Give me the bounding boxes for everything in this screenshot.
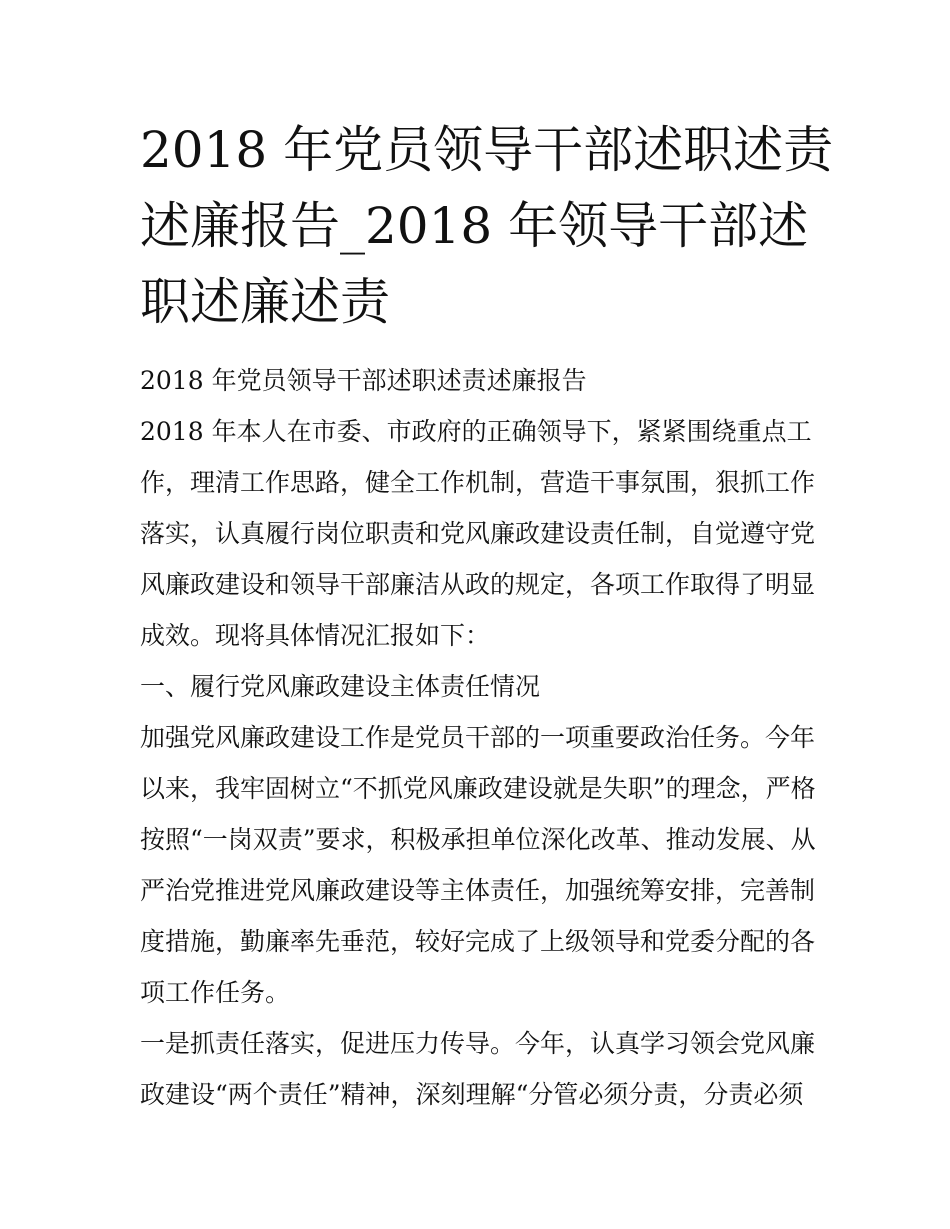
document-body [140,355,820,1120]
paragraph-line: 落实，认真履行岗位职责和党风廉政建设责任制，自觉遵守党 [140,519,816,548]
paragraph-line: 作，理清工作思路，健全工作机制，营造干事氛围，狠抓工作 [140,468,816,497]
title-line: 述廉报告_2018 年领导干部述 [140,197,809,255]
paragraph-line: 严治党推进党风廉政建设等主体责任，加强统筹安排，完善制 [140,876,816,905]
section-heading: 一、履行党风廉政建设主体责任情况 [140,672,541,701]
title-line: 职述廉述责 [140,273,390,331]
paragraph-line: 一是抓责任落实，促进压力传导。今年，认真学习领会党风廉 [140,1029,816,1058]
title-line: 2018 年党员领导干部述职述责 [140,121,834,179]
paragraph-line: 成效。现将具体情况汇报如下： [140,621,491,650]
paragraph-line: 风廉政建设和领导干部廉洁从政的规定，各项工作取得了明显 [140,570,816,599]
paragraph-line: 以来，我牢固树立“不抓党风廉政建设就是失职”的理念，严格 [140,774,816,803]
paragraph-line: 项工作任务。 [140,978,291,1007]
paragraph-line: 2018 年本人在市委、市政府的正确领导下，紧紧围绕重点工 [140,417,812,446]
paragraph-line: 加强党风廉政建设工作是党员干部的一项重要政治任务。今年 [140,723,816,752]
paragraph-line: 按照“一岗双责”要求，积极承担单位深化改革、推动发展、从 [140,825,816,854]
paragraph-line: 政建设“两个责任”精神，深刻理解“分管必须分责，分责必须 [140,1080,804,1109]
document-title [140,112,834,340]
subtitle-line: 2018 年党员领导干部述职述责述廉报告 [140,366,587,395]
paragraph-line: 度措施，勤廉率先垂范，较好完成了上级领导和党委分配的各 [140,927,816,956]
